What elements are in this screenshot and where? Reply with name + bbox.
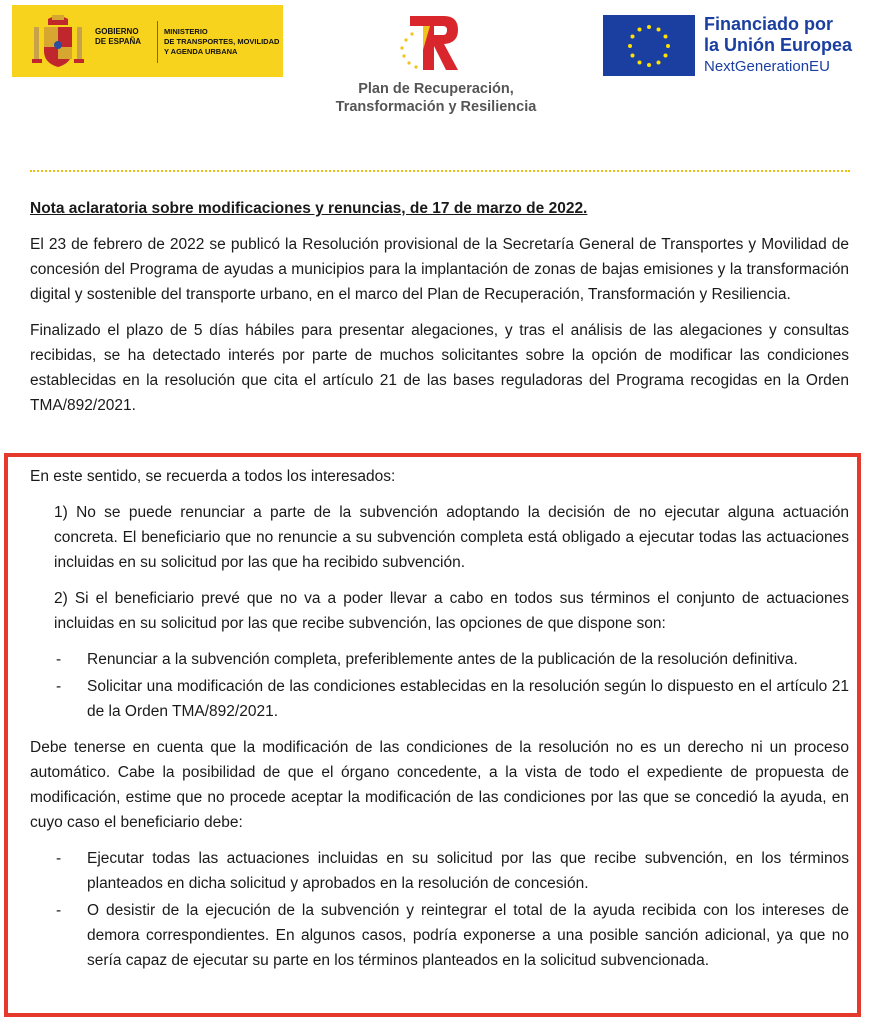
list-item <box>30 674 849 724</box>
paragraph-4: Debe tenerse en cuenta que la modificación de las condiciones de la resolución no es un derecho ni un proceso automático. Cabe la posibilidad de que el órgano concedente, a la vista de todo el expediente de propuesta de modificación, estime que no procede aceptar la modificación de las condiciones por las que se concedió la ayuda, en cuyo caso el beneficiario debe: <box>30 739 849 831</box>
list-item <box>30 898 849 973</box>
list-item-text: O desistir de la ejecución de la subvención y reintegrar el total de la ayuda recibida con los intereses de demora correspondientes. En algunos casos, podría exponerse a una posible sanción adicional, ya que no sería capaz de ejecutar su parte en los términos planteados en la solicitud subvencionada. <box>87 902 849 969</box>
government-name <box>95 27 141 47</box>
ministry-name <box>164 27 289 57</box>
paragraph-3: En este sentido, se recuerda a todos los interesados: <box>30 468 396 485</box>
bullet-dash: - <box>56 678 62 695</box>
paragraph-1: El 23 de febrero de 2022 se publicó la Resolución provisional de la Secretaría General de Transportes y Movilidad de concesión del Programa de ayudas a municipios para la implantación de zonas de bajas emisiones y la transformación digital y sostenible del transporte urbano, en el marco del Plan de Recuperación, Transformación y Resiliencia. <box>30 236 849 303</box>
highlighted-section <box>30 464 849 973</box>
gov-line-2: DE ESPAÑA <box>95 37 142 46</box>
header-divider <box>30 170 850 172</box>
page-header <box>0 0 875 170</box>
point-1: 1) No se puede renunciar a parte de la subvención adoptando la decisión de no ejecutar alguna actuación concreta. El beneficiario que no renuncie a su subvención completa está obligado a ejecutar todas las actuaciones incluidas en su solicitud por las que ha recibido subvención. <box>54 504 849 571</box>
document-body <box>30 196 849 429</box>
eu-line-2: la Unión Europea <box>704 35 853 55</box>
plan-line-2: Transformación y Resiliencia <box>335 99 537 115</box>
point-2: 2) Si el beneficiario prevé que no va a poder llevar a cabo en todos sus términos el conjunto de actuaciones incluidas en su solicitud por las que recibe subvención, las opciones de que dispone son: <box>54 590 849 632</box>
bullet-dash: - <box>56 850 62 867</box>
spain-crest-icon <box>30 13 86 71</box>
list-item <box>30 846 849 896</box>
ministry-line-2: DE TRANSPORTES, MOVILIDAD <box>164 37 280 46</box>
government-logo <box>12 5 283 77</box>
gov-line-1: GOBIERNO <box>95 27 139 36</box>
paragraph-2: Finalizado el plazo de 5 días hábiles para presentar alegaciones, y tras el análisis de las alegaciones y consultas recibidas, se ha detectado interés por parte de muchos solicitantes sobre la opción de modificar las condiciones establecidas en la resolución que cita el artículo 21 de las bases reguladoras del Programa recogidas en la Orden TMA/892/2021. <box>30 322 849 414</box>
ministry-line-1: MINISTERIO <box>164 27 208 36</box>
list-item-text: Renunciar a la subvención completa, preferiblemente antes de la publicación de la resolución definitiva. <box>87 651 798 668</box>
plan-name <box>300 80 572 116</box>
list-item <box>30 647 849 672</box>
eu-line-1: Financiado por <box>704 14 834 34</box>
eu-flag-icon <box>603 15 695 76</box>
bullet-dash: - <box>56 902 62 919</box>
eu-funding-label <box>704 14 852 78</box>
plan-line-1: Plan de Recuperación, <box>358 81 514 97</box>
logo-divider <box>157 21 158 63</box>
list-item-text: Solicitar una modificación de las condiciones establecidas en la resolución según lo dispuesto en el artículo 21 de la Orden TMA/892/2021. <box>87 678 849 720</box>
document-title: Nota aclaratoria sobre modificaciones y renuncias, de 17 de marzo de 2022. <box>30 200 588 217</box>
eu-line-3: NextGenerationEU <box>704 58 830 75</box>
ministry-line-3: Y AGENDA URBANA <box>164 47 238 56</box>
list-item-text: Ejecutar todas las actuaciones incluidas en su solicitud por las que recibe subvención, en los términos planteados en dicha solicitud y aprobados en la resolución de concesión. <box>87 850 849 892</box>
plan-tr-logo-icon <box>392 10 472 80</box>
bullet-dash: - <box>56 651 62 668</box>
